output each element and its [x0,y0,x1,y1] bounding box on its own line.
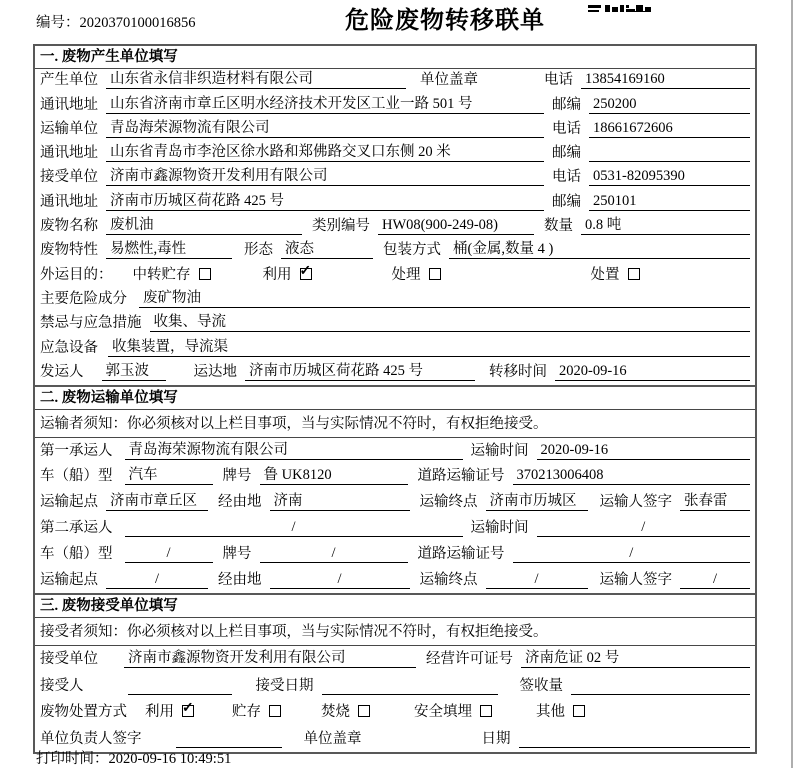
field-value: 山东省永信非织造材料有限公司 [106,70,406,89]
checkbox-label: 其他 [536,704,565,721]
form-row [35,336,755,360]
checkbox-group [232,703,281,721]
field-value: 郭玉波 [102,362,166,381]
checkbox-group [536,703,585,721]
checkbox-icon [628,268,640,280]
checkbox-label: 处理 [391,266,421,283]
checkbox-group [591,266,640,284]
field-value: 18661672606 [589,119,750,138]
static-text: 单位盖章 [303,730,362,747]
section-note: 接受者须知：你必须核对以上栏目事项，当与实际情况不符时，有权拒绝接受。 [35,618,755,646]
field-value: / [125,518,463,537]
form-row [35,263,755,287]
field-value: 2020-09-16 [537,441,751,460]
field-value [322,676,498,695]
field-label: 应急设备 [40,339,98,356]
field-label: 邮编 [552,145,581,162]
checkbox-icon [480,705,492,717]
form-row [35,361,755,385]
field-label: 产生单位 [40,72,98,89]
form-row [35,567,755,593]
field-value: 0.8 吨 [581,216,750,235]
field-value: 济南市历城区荷花路 425 号 [245,362,475,381]
form-row [35,438,755,464]
field-label: 禁忌与应急措施 [40,315,142,332]
field-value: 济南市历城区 [486,492,588,511]
field-label: 废物特性 [40,242,98,259]
form-row [35,93,755,117]
field-label: 接受日期 [255,677,314,694]
field-value: 250101 [589,192,750,211]
field-value: 桶(金属,数量 4 ) [449,240,750,259]
field-label: 牌号 [222,545,252,562]
field-value: / [125,544,213,563]
checkbox-label: 利用 [145,704,174,721]
field-label: 经由地 [218,571,262,588]
print-time-label: 打印时间： [36,751,109,767]
form-row [35,239,755,263]
field-label: 经营许可证号 [426,651,513,668]
field-value: 济南市历城区荷花路 425 号 [106,192,544,211]
field-value [571,676,750,695]
print-time-line [36,747,231,768]
form-row [35,541,755,567]
form-row [35,699,755,726]
field-value: / [513,544,751,563]
form-row [35,646,755,673]
field-label: 经由地 [218,494,262,511]
field-label: 电话 [552,120,581,137]
checkbox-checked-icon [182,705,194,717]
section-title: 一. 废物产生单位填写 [35,46,755,69]
field-label: 车（船）型 [40,468,113,485]
checkbox-group [145,703,194,721]
static-text: 单位盖章 [420,72,478,89]
form-row [35,190,755,214]
page-title: 危险废物转移联单 [345,8,545,34]
print-time-value: 2020-09-16 10:49:51 [108,751,232,767]
field-value: 收集装置，导流渠 [108,338,750,357]
field-label: 第二承运人 [40,520,113,537]
form-row [35,166,755,190]
field-label: 类别编号 [312,218,370,235]
form-row [35,489,755,515]
field-label: 第一承运人 [40,442,113,459]
field-label: 日期 [481,730,511,747]
field-value: 山东省青岛市李沧区徐水路和郑佛路交叉口东侧 20 米 [106,143,544,162]
field-label: 发运人 [40,363,84,380]
checkbox-group [392,266,441,284]
field-value: 济南市鑫源物资开发利用有限公司 [124,649,416,668]
field-label: 废物名称 [40,218,98,235]
section-note: 运输者须知：你必须核对以上栏目事项，当与实际情况不符时，有权拒绝接受。 [35,410,755,438]
field-label: 运输起点 [40,571,98,588]
field-label: 主要危险成分 [40,290,127,307]
field-label: 电话 [544,72,573,89]
field-label: 邮编 [552,96,581,113]
field-label: 运达地 [193,363,237,380]
field-label: 邮编 [552,193,581,210]
field-label: 形态 [244,242,273,259]
field-label: 废物处置方式 [40,704,127,721]
form-section [35,46,755,387]
field-value: 液态 [281,240,373,259]
field-value: 370213006408 [513,466,751,485]
checkbox-checked-icon [300,268,312,280]
field-label: 运输终点 [419,571,478,588]
field-label: 牌号 [222,468,252,485]
form-section [35,595,755,752]
checkbox-group [321,703,370,721]
field-value: 13854169160 [581,70,750,89]
form-row [35,118,755,142]
form-row [35,69,755,93]
form-row [35,312,755,336]
field-label: 通讯地址 [40,96,98,113]
manifest-form [33,44,757,754]
field-value: 2020-09-16 [555,362,750,381]
field-value [128,676,232,695]
field-value: 鲁 UK8120 [260,466,408,485]
field-value: 0531-82095390 [589,167,750,186]
field-value: 青岛海荣源物流有限公司 [125,441,463,460]
form-row [35,288,755,312]
form-row [35,672,755,699]
doc-number-value: 2020370100016856 [79,15,196,31]
field-label: 车（船）型 [40,545,113,562]
field-label: 接受单位 [40,651,98,668]
field-value: 济南 [270,492,410,511]
checkbox-icon [573,705,585,717]
field-value [176,729,282,748]
field-value: 张春雷 [680,492,750,511]
field-label: 运输时间 [470,442,529,459]
checkbox-icon [358,705,370,717]
field-value: 济南市章丘区 [106,492,208,511]
field-value: 250200 [589,95,750,114]
checkbox-label: 焚烧 [321,704,350,721]
checkbox-label: 贮存 [232,704,261,721]
doc-number-line [36,11,196,32]
field-value: 易燃性,毒性 [106,240,232,259]
field-value: / [680,570,750,589]
field-label: 接受人 [40,677,84,694]
section-title: 二. 废物运输单位填写 [35,387,755,410]
field-value: 济南市鑫源物资开发利用有限公司 [106,167,544,186]
checkbox-icon [429,268,441,280]
field-value [589,143,750,162]
field-label: 接受单位 [40,169,98,186]
checkbox-group [414,703,492,721]
checkbox-label: 利用 [262,266,292,283]
field-label: 运输人签字 [599,571,672,588]
field-value: / [260,544,408,563]
page-edge-line [791,0,793,768]
field-label: 包装方式 [383,242,441,259]
form-section [35,387,755,595]
checkbox-label: 处置 [590,266,620,283]
checkbox-label: 安全填埋 [414,704,472,721]
field-value: 青岛海荣源物流有限公司 [106,119,544,138]
checkbox-icon [269,705,281,717]
form-row [35,464,755,490]
field-label: 通讯地址 [40,145,98,162]
field-value: / [270,570,410,589]
checkbox-group [263,266,312,284]
field-label: 运输单位 [40,120,98,137]
field-label: 电话 [552,169,581,186]
form-row [35,142,755,166]
field-value: 废矿物油 [139,289,750,308]
field-value: 山东省济南市章丘区明水经济技术开发区工业一路 501 号 [106,95,544,114]
field-label: 签收量 [519,677,563,694]
checkbox-icon [199,268,211,280]
form-row [35,515,755,541]
field-label: 运输起点 [40,494,98,511]
field-value: 汽车 [125,466,213,485]
field-value [519,729,751,748]
field-value: / [106,570,208,589]
checkbox-group [133,266,211,284]
field-value: 废机油 [106,216,302,235]
field-value: / [537,518,751,537]
field-label: 转移时间 [489,363,547,380]
field-value: 济南危证 02 号 [521,649,750,668]
field-label: 运输终点 [419,494,478,511]
field-value: 收集、导流 [150,313,751,332]
checkbox-label: 中转贮存 [132,266,191,283]
form-row [35,215,755,239]
section-title: 三. 废物接受单位填写 [35,595,755,618]
field-label: 道路运输证号 [417,545,505,562]
field-value: / [486,570,588,589]
field-label: 道路运输证号 [417,468,505,485]
field-label: 外运目的： [40,266,113,283]
field-label: 运输时间 [470,520,529,537]
field-label: 单位负责人签字 [40,730,142,747]
field-label: 运输人签字 [599,494,672,511]
field-value: HW08(900-249-08) [378,216,534,235]
field-label: 通讯地址 [40,193,98,210]
qr-code-fragment [588,0,652,18]
doc-number-label: 编号： [36,15,80,31]
field-label: 数量 [544,218,573,235]
